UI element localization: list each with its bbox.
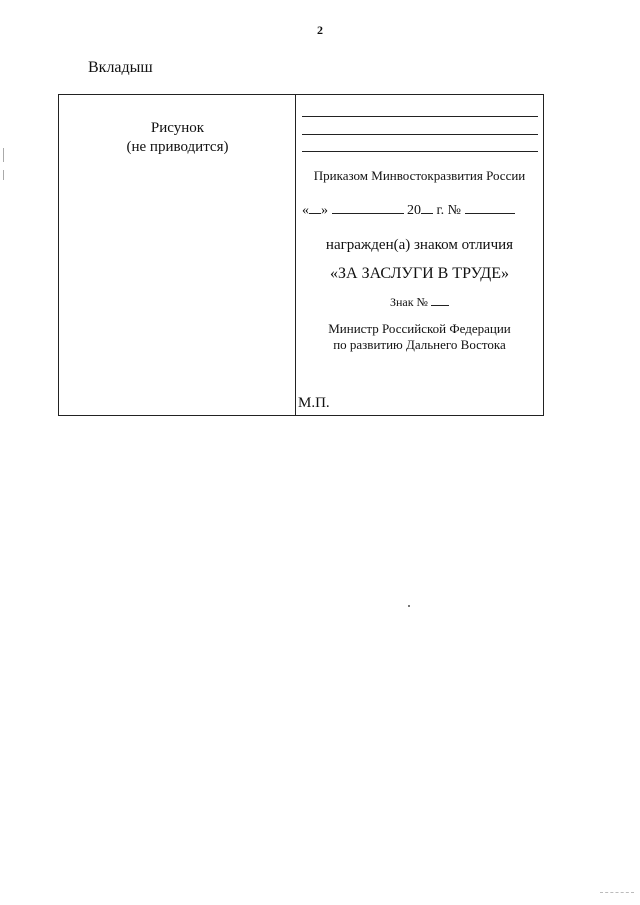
award-certificate-insert	[58, 94, 544, 416]
awarded-text: награжден(а) знаком отличия	[325, 237, 514, 253]
picture-caption	[59, 119, 296, 157]
badge-number-blank	[431, 292, 449, 306]
date-close-quote: »	[321, 203, 328, 218]
day-blank	[309, 200, 321, 214]
page-number: 2	[317, 23, 323, 37]
scan-artifact	[408, 605, 410, 607]
minister-line-1: Министр Российской Федерации	[328, 321, 511, 336]
badge-number-line	[296, 292, 543, 310]
blank-name-line-2	[302, 134, 538, 135]
picture-caption-line-1: Рисунок	[150, 120, 205, 136]
order-text: Приказом Минвостокразвития России	[313, 168, 526, 183]
blank-name-line-1	[302, 116, 538, 117]
blank-name-line-3	[302, 151, 538, 152]
scan-edge-mark	[3, 170, 4, 180]
date-open-quote: «	[302, 203, 309, 218]
picture-panel	[59, 95, 296, 415]
scan-corner-mark	[600, 892, 634, 893]
year-blank	[421, 200, 433, 214]
minister-signature-block	[296, 321, 543, 353]
scan-edge-mark	[3, 148, 4, 162]
badge-name: «ЗА ЗАСЛУГИ В ТРУДЕ»	[330, 265, 509, 282]
picture-caption-line-2: (не приводится)	[126, 139, 229, 155]
order-date-line	[302, 200, 542, 219]
insert-title: Вкладыш	[88, 59, 153, 76]
year-prefix: 20	[407, 203, 421, 218]
minister-line-2: по развитию Дальнего Востока	[333, 337, 506, 352]
month-blank	[332, 200, 404, 214]
seal-mark: М.П.	[298, 395, 330, 411]
badge-number-label: Знак №	[389, 295, 429, 309]
text-panel	[296, 95, 543, 415]
order-number-blank	[465, 200, 515, 214]
year-suffix: г. №	[433, 203, 462, 218]
